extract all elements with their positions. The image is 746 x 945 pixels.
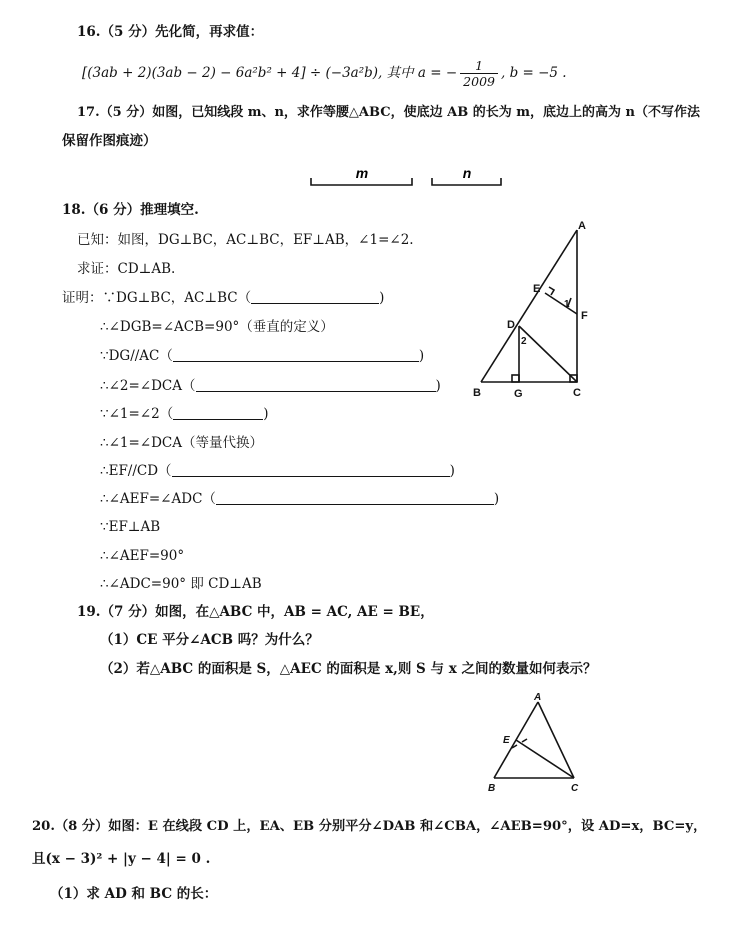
q18-figure [465, 218, 605, 403]
q19-figure [480, 690, 590, 796]
q18-step-6: ∴∠1=∠DCA（等量代换） [100, 435, 264, 451]
q18-step-5: ∵∠1=∠2（ ) [100, 406, 269, 422]
q18-title: 18.（6 分）推理填空. [62, 202, 199, 218]
q18-step-7: ∴EF//CD（ ) [100, 463, 455, 479]
tick-ae [522, 739, 527, 742]
q16-expr-main: [(3ab + 2)(3ab − 2) − 6a²b² + 4] ÷ (−3a²b), 其中 a = − [82, 65, 458, 81]
q16-frac-num: 1 [460, 58, 498, 74]
q18-given: 已知：如图，DG⊥BC，AC⊥BC，EF⊥AB，∠1=∠2. [77, 232, 414, 248]
label-b: B [473, 387, 481, 399]
label-a: A [534, 692, 542, 703]
label-f: F [581, 310, 588, 322]
segment-ef [545, 293, 577, 314]
q18-step-11: ∴∠ADC=90° 即 CD⊥AB [100, 576, 262, 592]
side-ab [481, 230, 577, 382]
q17-segments [305, 160, 515, 192]
label-d: D [507, 319, 515, 331]
q16-expression [82, 58, 567, 89]
q18-step-4: ∴∠2=∠DCA（ ) [100, 378, 441, 394]
answer-blank-3[interactable] [196, 377, 436, 392]
q19-part1: （1）CE 平分∠ACB 吗？为什么？ [100, 632, 319, 648]
answer-blank-6[interactable] [216, 490, 494, 505]
answer-blank-4[interactable] [173, 405, 263, 420]
segment-dc [519, 326, 577, 382]
label-b: B [488, 783, 496, 794]
right-angle-e [549, 287, 554, 295]
label-g: G [514, 388, 523, 400]
answer-blank-2[interactable] [173, 347, 419, 362]
label-e: E [533, 283, 541, 295]
q18-step-10: ∴∠AEF=90° [100, 548, 185, 564]
q16-expr-tail: , b = −5 . [500, 65, 567, 81]
q16-title: 16.（5 分）先化简，再求值： [77, 24, 264, 40]
q18-step-3: ∵DG//AC（ ) [100, 348, 425, 364]
label-e: E [503, 735, 510, 746]
q20-part1: （1）求 AD 和 BC 的长： [50, 886, 218, 902]
q20-line2: 且(x − 3)² + |y − 4| = 0 . [32, 851, 211, 867]
segment-n-label: n [462, 165, 472, 181]
right-angle-g [512, 375, 519, 382]
label-c: C [571, 783, 579, 794]
label-c: C [573, 387, 581, 399]
label-a: A [578, 220, 586, 232]
q18-step-2: ∴∠DGB=∠ACB=90°（垂直的定义） [100, 319, 334, 335]
angle-label-1: 1 [564, 299, 570, 310]
q19-part2: （2）若△ABC 的面积是 S，△AEC 的面积是 x,则 S 与 x 之间的数量如何表示？ [100, 661, 597, 677]
q16-fraction [460, 58, 498, 89]
q17-line1: 17.（5 分）如图，已知线段 m、n，求作等腰△ABC，使底边 AB 的长为 m，底边上的高为 n（不写作法 [77, 105, 700, 120]
q18-step-9: ∵EF⊥AB [100, 519, 161, 535]
q18-prove: 求证：CD⊥AB. [77, 261, 176, 277]
q18-step-8: ∴∠AEF=∠ADC（ ) [100, 491, 500, 507]
q20-line1: 20.（8 分）如图：E 在线段 CD 上，EA、EB 分别平分∠DAB 和∠CBA，∠AEB=90°，设 AD=x，BC=y， [32, 819, 707, 834]
answer-blank-5[interactable] [172, 462, 450, 477]
segment-m-label: m [355, 165, 369, 181]
answer-blank-1[interactable] [251, 289, 379, 304]
q18-step-1: 证明：∵DG⊥BC，AC⊥BC（ ) [62, 290, 385, 306]
q19-title: 19.（7 分）如图，在△ABC 中，AB = AC, AE = BE， [77, 604, 434, 620]
angle-label-2: 2 [521, 336, 527, 347]
q16-frac-den: 2009 [463, 74, 495, 89]
q17-line2: 保留作图痕迹） [62, 133, 157, 149]
